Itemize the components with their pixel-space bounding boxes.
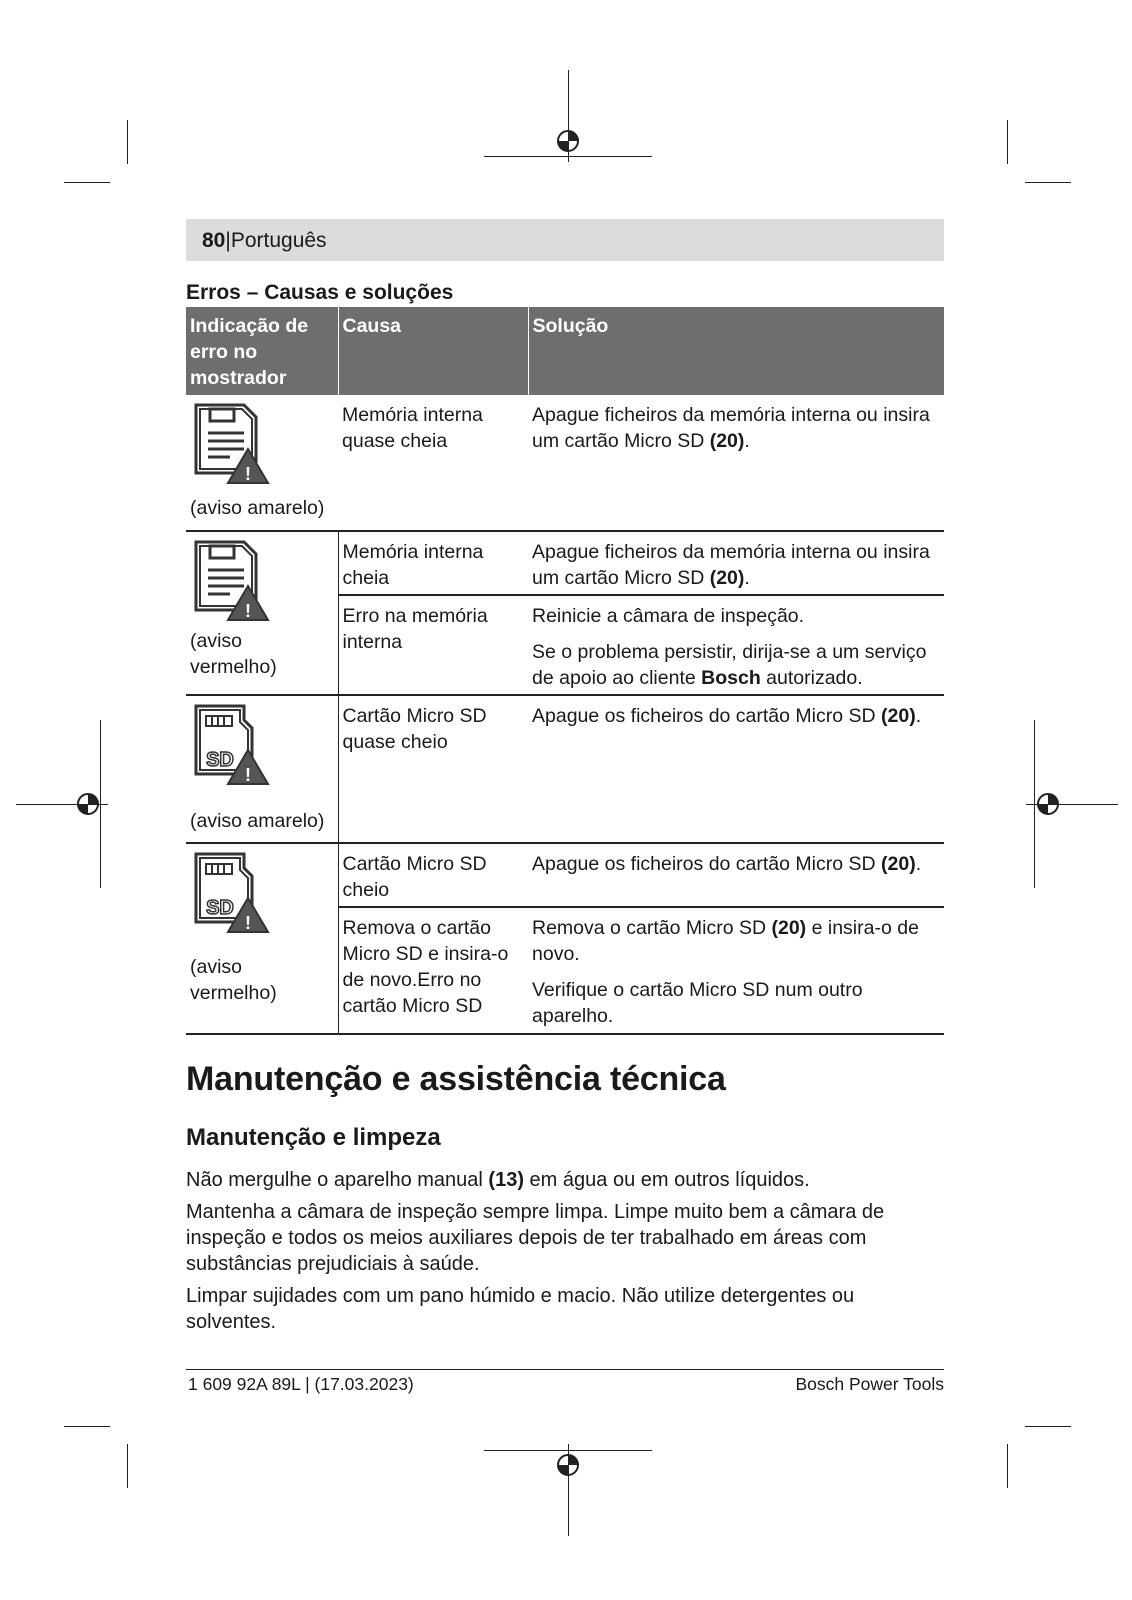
solution-text: Apague ficheiros da memória interna ou insira um cartão Micro SD — [532, 541, 930, 589]
indicator-cell — [186, 843, 338, 1034]
cause-cell: Remova o cartão Micro SD e insira-o de novo.Erro no cartão Micro SD — [338, 907, 528, 1034]
crop-mark — [1025, 182, 1071, 183]
sd-text: SD — [206, 749, 234, 771]
indicator-cell — [186, 531, 338, 695]
footer-divider — [186, 1369, 944, 1370]
solution-cell — [528, 531, 944, 595]
table-row — [186, 395, 944, 531]
solution-text: Remova o cartão Micro SD — [532, 917, 772, 939]
crop-mark — [1007, 120, 1008, 164]
column-header: Indicação de erro no mostrador — [186, 307, 338, 395]
solution-cell — [528, 907, 944, 970]
crop-mark — [64, 182, 110, 183]
page-header — [186, 219, 944, 261]
solution-cell: Verifique o cartão Micro SD num outro aparelho. — [528, 970, 944, 1034]
paragraph-text: Não mergulhe o aparelho manual — [186, 1169, 489, 1191]
solution-ref: (20) — [771, 917, 807, 939]
exclamation-text: ! — [245, 765, 251, 785]
section-heading: Manutenção e assistência técnica — [186, 1060, 726, 1098]
registration-mark-icon — [1033, 789, 1063, 819]
header-separator: | — [225, 229, 231, 252]
column-header: Causa — [338, 307, 528, 395]
solution-text: . — [744, 430, 750, 452]
exclamation-text: ! — [245, 601, 251, 621]
solution-ref: (20) — [709, 430, 745, 452]
footer-brand: Bosch Power Tools — [795, 1374, 944, 1394]
crop-mark — [64, 1426, 110, 1427]
crop-mark — [1007, 1444, 1008, 1488]
table-header-row — [186, 307, 944, 395]
solution-text: autorizado. — [760, 667, 863, 689]
solution-text: Apague ficheiros da memória interna ou insira um cartão Micro SD — [532, 404, 930, 452]
solution-cell — [528, 632, 944, 695]
registration-mark-icon — [73, 789, 103, 819]
paragraph: Limpar sujidades com um pano húmido e macio. Não utilize detergentes ou solventes. — [186, 1285, 855, 1333]
cause-cell: Memória interna quase cheia — [338, 395, 528, 531]
errors-section-title: Erros – Causas e soluções — [186, 281, 454, 304]
sd-card-warning-icon — [190, 702, 274, 786]
sd-card-error-icon — [190, 850, 274, 934]
solution-text: Se o problema persistir, dirija-se a um serviço de apoio ao cliente — [532, 641, 927, 689]
registration-mark-icon — [553, 126, 583, 156]
warning-label: (aviso amarelo) — [190, 810, 325, 832]
brand-name: Bosch — [701, 667, 761, 689]
warning-label: (aviso vermelho) — [190, 630, 277, 678]
solution-text: e insira-o de novo. — [532, 917, 919, 965]
cause-cell: Cartão Micro SD quase cheio — [338, 695, 528, 843]
footer-doc-id: 1 609 92A 89L | (17.03.2023) — [188, 1374, 414, 1394]
page-number-label — [202, 229, 327, 253]
solution-text: . — [915, 705, 922, 727]
solution-ref: (20) — [881, 705, 916, 727]
header-language: Português — [230, 229, 327, 252]
crop-mark — [484, 156, 652, 157]
crop-mark — [1025, 1426, 1071, 1427]
table-row — [186, 843, 944, 907]
memory-error-icon — [190, 538, 274, 622]
indicator-cell — [186, 695, 338, 843]
paragraph-text: em água ou em outros líquidos. — [524, 1169, 810, 1191]
crop-mark — [127, 120, 128, 164]
solution-ref: (20) — [881, 853, 916, 875]
column-header: Solução — [528, 307, 944, 395]
solution-text: . — [744, 567, 750, 589]
exclamation-text: ! — [245, 913, 251, 933]
solution-ref: (20) — [709, 567, 745, 589]
registration-mark-icon — [553, 1450, 583, 1480]
warning-label: (aviso vermelho) — [190, 956, 277, 1004]
table-row — [186, 531, 944, 595]
memory-warning-icon — [190, 401, 274, 485]
table-row — [186, 695, 944, 843]
solution-cell — [528, 395, 944, 531]
indicator-cell — [186, 395, 338, 531]
solution-cell: Reinicie a câmara de inspeção. — [532, 605, 805, 627]
solution-text: . — [915, 853, 922, 875]
solution-text: Apague os ficheiros do cartão Micro SD — [532, 705, 882, 727]
warning-label: (aviso amarelo) — [190, 497, 325, 519]
solution-cell — [528, 695, 944, 843]
cause-cell: Erro na memória interna — [338, 595, 528, 695]
exclamation-text: ! — [245, 464, 251, 484]
sd-text: SD — [206, 897, 234, 919]
cause-cell: Memória interna cheia — [338, 531, 528, 595]
paragraph: Mantenha a câmara de inspeção sempre limpa. Limpe muito bem a câmara de inspeção e todos os meios auxiliares depois de ter trabalhado em áreas com substâncias prejudiciais à saúde. — [186, 1201, 885, 1275]
solution-cell — [528, 843, 944, 907]
solution-text: Apague os ficheiros do cartão Micro SD — [532, 853, 882, 875]
crop-mark — [127, 1444, 128, 1488]
subsection-heading: Manutenção e limpeza — [186, 1124, 441, 1151]
page-number: 80 — [202, 229, 226, 252]
paragraph — [186, 1167, 946, 1193]
cause-cell: Cartão Micro SD cheio — [338, 843, 528, 907]
errors-table — [186, 307, 944, 1035]
paragraph-ref: (13) — [488, 1169, 524, 1191]
